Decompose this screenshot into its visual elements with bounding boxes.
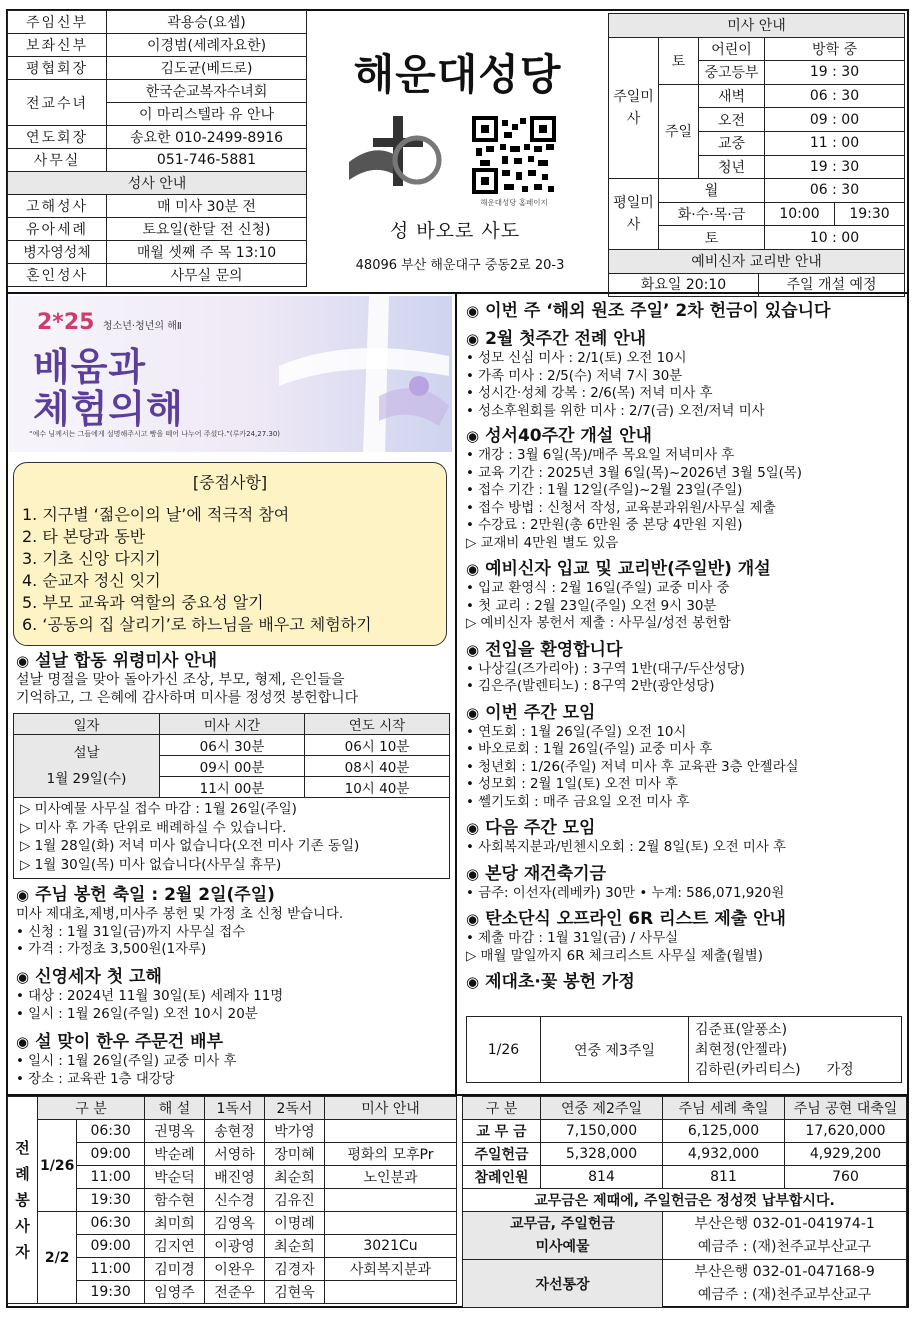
meetings-line: • 연도회 : 1월 26일(주일) 오전 10시: [466, 724, 687, 740]
weekday-mass-label: 평일미사: [609, 179, 659, 250]
label-pastor: 주임신부: [8, 11, 107, 34]
liturgy-col-mass: 미사 안내: [324, 1097, 456, 1120]
label-sisters: 전교수녀: [8, 80, 107, 126]
mass-main-time: 11 : 00: [765, 131, 905, 155]
liturgy-cell: 09:00: [77, 1235, 145, 1258]
mass-schedule-table: [608, 13, 905, 297]
mass-youth: 중고등부: [699, 61, 765, 85]
seollal-note: ▷ 미사예물 사무실 접수 마감 : 1월 26일(주일): [20, 801, 297, 817]
liturgy-cell: 3021Cu: [324, 1235, 456, 1258]
liturgy-cell: 송현정: [204, 1120, 264, 1143]
liturgy-date-1: 1/26: [38, 1120, 77, 1212]
finance-cell: 760: [785, 1166, 907, 1189]
meetings-title: 이번 주간 모임: [485, 702, 596, 723]
catechumen-section-title: 예비신자 입교 및 교리반(주일반) 개설: [485, 559, 771, 579]
target-bullet-icon: ◉: [466, 819, 480, 837]
mass-children-time: 방학 중: [765, 37, 905, 61]
account1-bank: 부산은행 032-01-041974-1: [694, 1215, 875, 1232]
account2-bank: 부산은행 032-01-047168-9: [694, 1263, 875, 1280]
target-bullet-icon: ◉: [466, 910, 480, 928]
catechumen-note: 주일 개설 예정: [786, 276, 877, 293]
mass-young-adult: 청년: [699, 155, 765, 179]
liturgy-cell: 11:00: [77, 1166, 145, 1189]
welcome-line: • 김은주(발렌티노) : 8구역 2반(광안성당): [466, 679, 715, 694]
weekday-sat-time: 10 : 00: [765, 226, 905, 250]
catechumen-line: • 입교 환영식 : 2월 16일(주일) 교중 미사 중: [466, 581, 730, 596]
finance-row-label: 교 무 금: [463, 1120, 541, 1143]
liturgy-cell: 06:30: [77, 1120, 145, 1143]
col-yeondo-start: 연도 시작: [305, 714, 450, 735]
catechumen-title: 예비신자 교리반 안내: [609, 249, 905, 273]
finance-cell: 17,620,000: [785, 1120, 907, 1143]
liturgy-cell: 전준우: [204, 1281, 264, 1304]
label-confession: 고해성사: [8, 195, 107, 218]
finance-cell: 5,328,000: [541, 1143, 663, 1166]
flower-date: 1/26: [467, 1017, 541, 1083]
first-confession-line: • 일시 : 1월 26일(주일) 오전 10시 20분: [16, 1006, 258, 1022]
meetings-line: • 청년회 : 1/26(주일) 저녁 미사 후 교육관 3층 안젤라실: [466, 759, 799, 775]
liturgy-col-reading1: 1독서: [204, 1097, 264, 1120]
value-marriage: 사무실 문의: [107, 264, 307, 287]
seollal-notes: [13, 798, 450, 879]
presentation-title: 주님 봉헌 축일 : 2월 2일(주일): [35, 885, 275, 905]
banner-line-1: 배움과: [33, 345, 147, 389]
liturgy-date-2: 2/2: [38, 1212, 77, 1304]
meetings-line: • 쎌기도회 : 매주 금요일 오전 미사 후: [466, 794, 690, 810]
liturgy-cell: 09:00: [77, 1143, 145, 1166]
weekday-time-1: 10:00: [765, 203, 835, 225]
target-bullet-icon: ◉: [466, 427, 480, 445]
banner-subtitle: 청소년·청년의 해Ⅱ: [102, 321, 182, 332]
catechumen-line: • 첫 교리 : 2월 23일(주일) 오전 9시 30분: [466, 598, 717, 614]
mass-morning: 오전: [699, 108, 765, 132]
value-pastor: 곽용승(요셉): [107, 11, 307, 34]
liturgy-col-time: 구 분: [38, 1097, 145, 1120]
year-banner: [9, 296, 452, 452]
seollal-desc-2: 기억하고, 그 은혜에 감사하며 미사를 정성껏 봉헌합니다: [16, 689, 359, 706]
finance-note: 교무금은 제때에, 주일헌금은 정성껏 납부합시다.: [463, 1189, 907, 1212]
presentation-section: [16, 884, 343, 959]
right-announcements: [466, 300, 904, 993]
liturgy-cell: 19:30: [77, 1281, 145, 1304]
qr-caption: 해운대성당 홈페이지: [480, 198, 548, 207]
meetings-line: • 성모회 : 2월 1일(토) 오전 미사 후: [466, 777, 678, 792]
mass-title: 미사 안내: [609, 14, 905, 38]
target-bullet-icon: ◉: [466, 973, 480, 991]
liturgy-cell: 11:00: [77, 1258, 145, 1281]
label-office: 사무실: [8, 149, 107, 172]
seollal-note: ▷ 미사 후 가족 단위로 배례하실 수 있습니다.: [20, 819, 287, 836]
mass-main: 교중: [699, 131, 765, 155]
account2-label: 자선통장: [463, 1260, 663, 1308]
col-date: 일자: [14, 714, 160, 735]
flower-name: 김하린(카리티스): [695, 1061, 801, 1078]
liturgy-col-commentator: 해 설: [144, 1097, 204, 1120]
liturgy-cell: 서영하: [204, 1143, 264, 1166]
bible-study-line: • 접수 방법 : 신청서 작성, 교육분과위원/사무실 제출: [466, 500, 776, 516]
next-meetings-title: 다음 주간 모임: [485, 818, 596, 838]
beef-line: • 일시 : 1월 26일(주일) 교중 미사 후: [16, 1054, 237, 1069]
seollal-section: [16, 650, 452, 707]
catechumen-line: ▷ 예비신자 봉헌서 제출 : 사무실/성전 봉헌함: [466, 616, 731, 631]
seollal-note: ▷ 1월 30일(목) 미사 없습니다(사무실 휴무): [20, 856, 282, 873]
liturgy-cell: 권명옥: [144, 1120, 204, 1143]
liturgy-cell: 배진영: [204, 1166, 264, 1189]
seollal-cell: 08시 40분: [305, 756, 450, 777]
liturgy-cell: 박가영: [264, 1120, 324, 1143]
liturgy-cell: 이완우: [204, 1258, 264, 1281]
focus-item: 3. 기초 신앙 다지기: [22, 549, 161, 568]
mass-morning-time: 09 : 00: [765, 108, 905, 132]
liturgy-cell: 최미희: [144, 1212, 204, 1235]
seollal-note: ▷ 1월 28일(화) 저녁 미사 없습니다(오전 미사 기존 동일): [20, 838, 360, 854]
seollal-table: [13, 713, 450, 798]
finance-col-label: 구 분: [463, 1097, 541, 1120]
feb-liturgy-line: • 가족 미사 : 2/5(수) 저녁 7시 30분: [466, 368, 683, 384]
bible-study-title: 성서40주간 개설 안내: [485, 426, 652, 446]
finance-cell: 4,932,000: [663, 1143, 785, 1166]
liturgy-cell: 박순덕: [144, 1166, 204, 1189]
feb-liturgy-line: • 성모 신심 미사 : 2/1(토) 오전 10시: [466, 351, 687, 366]
target-bullet-icon: ◉: [466, 640, 480, 659]
label-sick: 병자영성체: [8, 241, 107, 264]
target-bullet-icon: ◉: [466, 560, 480, 578]
meetings-line: • 바오로회 : 1월 26일(주일) 교중 미사 후: [466, 742, 713, 757]
liturgy-cell: [324, 1120, 456, 1143]
label-yeondo: 연도회장: [8, 126, 107, 149]
liturgy-cell: 신수경: [204, 1189, 264, 1212]
welcome-title: 전입을 환영합니다: [485, 639, 623, 660]
seollal-cell: 11시 00분: [160, 777, 305, 798]
flower-offering-table: [466, 1016, 902, 1083]
account2-owner: 예금주 : (재)천주교부산교구: [697, 1286, 872, 1303]
liturgy-table: [7, 1096, 457, 1304]
church-name: 해운대성당: [353, 50, 562, 99]
value-sisters-names: 이 마리스텔라 유 안나: [107, 103, 307, 126]
liturgy-cell: 최순희: [264, 1166, 324, 1189]
mass-dawn-time: 06 : 30: [765, 84, 905, 108]
finance-col-week1: 연중 제2주일: [541, 1097, 663, 1120]
collection-announcement: 이번 주 ‘해외 원조 주일’ 2차 헌금이 있습니다: [485, 301, 831, 321]
liturgy-cell: 19:30: [77, 1189, 145, 1212]
liturgy-cell: 김현욱: [264, 1281, 324, 1304]
seollal-cell: 06시 30분: [160, 735, 305, 756]
finance-cell: 811: [663, 1166, 785, 1189]
liturgy-cell: 함수현: [144, 1189, 204, 1212]
patron-saint: 성 바오로 사도: [389, 220, 521, 242]
target-bullet-icon: ◉: [16, 968, 30, 986]
feb-liturgy-title: 2월 첫주간 전례 안내: [485, 329, 647, 349]
target-bullet-icon: ◉: [16, 1033, 30, 1051]
seollal-date-2: 1월 29일(수): [46, 771, 127, 787]
finance-cell: 6,125,000: [663, 1120, 785, 1143]
bible-study-line: • 접수 기간 : 1월 12일(주일)~2월 23일(주일): [466, 483, 743, 498]
target-bullet-icon: ◉: [466, 703, 480, 722]
bible-study-line: • 교육 기간 : 2025년 3월 6일(목)~2026년 3월 5일(목): [466, 465, 803, 481]
value-office: 051-746-5881: [107, 149, 307, 172]
presentation-line: • 신청 : 1월 31일(금)까지 사무실 접수: [16, 924, 246, 940]
flower-name: 최현정(안젤라): [695, 1041, 788, 1058]
value-assistant: 이경범(세례자요한): [107, 34, 307, 57]
church-address: 48096 부산 해운대구 중동2로 20-3: [355, 258, 565, 273]
value-yeondo: 송요한 010-2499-8916: [107, 126, 307, 149]
carbon-fast-line: ▷ 매월 말일까지 6R 체크리스트 사무실 제출(월별): [466, 948, 763, 964]
carbon-fast-title: 탄소단식 오프라인 6R 리스트 제출 안내: [485, 909, 786, 929]
weekday-mon-time: 06 : 30: [765, 179, 905, 203]
seollal-cell: 06시 10분: [305, 735, 450, 756]
seollal-desc-1: 설날 명절을 맞아 돌아가신 조상, 부모, 형제, 은인들을: [16, 672, 345, 688]
seollal-cell: 09시 00분: [160, 756, 305, 777]
sunday-mass-label: 주일미사: [609, 37, 659, 179]
value-baptism: 토요일(한달 전 신청): [107, 218, 307, 241]
label-baptism: 유아세례: [8, 218, 107, 241]
mass-youth-time: 19 : 30: [765, 61, 905, 85]
first-confession-section: [16, 966, 283, 1023]
banner-quote: “예수 님께서는 그들에게 설명해주시고 빵을 떼어 나누어 주셨다.”(루카24,27.30): [29, 430, 281, 438]
building-fund-line: • 금주: 이선자(레베카) 30만 • 누계: 586,071,920원: [466, 885, 785, 901]
mass-children: 어린이: [699, 37, 765, 61]
sunday-label: 주일: [659, 84, 699, 178]
weekday-mon: 월: [659, 179, 765, 203]
church-logo-icon: [345, 112, 443, 192]
presentation-line: • 가격 : 가정초 3,500원(1자루): [16, 942, 207, 957]
seollal-title: 설날 합동 위령미사 안내: [35, 651, 218, 671]
liturgy-cell: 이광영: [204, 1235, 264, 1258]
liturgy-cell: 사회복지분과: [324, 1258, 456, 1281]
flower-suffix: 가정: [826, 1061, 854, 1078]
target-bullet-icon: ◉: [466, 330, 480, 348]
qr-code-icon: [472, 116, 556, 194]
liturgy-cell: 이명례: [264, 1212, 324, 1235]
liturgy-cell: 김유진: [264, 1189, 324, 1212]
focus-item: 2. 타 본당과 동반: [22, 527, 146, 546]
beef-section: [16, 1031, 237, 1088]
bible-study-line: ▷ 교재비 4만원 별도 있음: [466, 535, 619, 551]
focus-item: 4. 순교자 정신 잇기: [22, 571, 161, 590]
weekday-time-2: 19:30: [849, 206, 890, 223]
focus-list: [22, 504, 372, 636]
liturgy-cell: 06:30: [77, 1212, 145, 1235]
liturgy-cell: 김경자: [264, 1258, 324, 1281]
flower-offering-title: 제대초·꽃 봉헌 가정: [485, 972, 635, 992]
seollal-date-1: 설날: [73, 745, 100, 761]
liturgy-cell: 임영주: [144, 1281, 204, 1304]
account1-owner: 예금주 : (재)천주교부산교구: [697, 1238, 872, 1255]
finance-cell: 814: [541, 1166, 663, 1189]
seollal-cell: 10시 40분: [305, 777, 450, 798]
label-council: 평협회장: [8, 57, 107, 80]
beef-title: 설 맞이 한우 주문건 배부: [35, 1032, 223, 1052]
mass-young-adult-time: 19 : 30: [765, 155, 905, 179]
account1-label-1: 교무금, 주일헌금: [510, 1215, 615, 1232]
weekday-tue-fri: 화·수·목·금: [659, 202, 765, 226]
focus-item: 1. 지구별 ‘젊은이의 날’에 적극적 참여: [22, 505, 290, 524]
finance-col-week2: 주님 세례 축일: [663, 1097, 785, 1120]
banner-line-2: 체험의해: [33, 387, 184, 431]
finance-row-label: 참례인원: [463, 1166, 541, 1189]
feb-liturgy-line: • 성시간·성체 강복 : 2/6(목) 저녁 미사 후: [466, 386, 713, 401]
column-divider: [455, 294, 457, 1096]
flower-name: 김준표(알퐁소): [695, 1021, 788, 1038]
col-mass-time: 미사 시간: [160, 714, 305, 735]
target-bullet-icon: ◉: [466, 864, 480, 883]
liturgy-cell: [324, 1212, 456, 1235]
next-meetings-line: • 사회복지분과/빈첸시오회 : 2월 8일(토) 오전 미사 후: [466, 840, 786, 855]
focus-item: 6. ‘공동의 집 살리기’로 하느님을 배우고 체험하기: [22, 615, 372, 634]
finance-row-label: 주일헌금: [463, 1143, 541, 1166]
value-sick: 매월 셋째 주 목 13:10: [107, 241, 307, 264]
finance-cell: 7,150,000: [541, 1120, 663, 1143]
target-bullet-icon: ◉: [466, 302, 480, 320]
carbon-fast-line: • 제출 마감 : 1월 31일(금) / 사무실: [466, 931, 679, 946]
label-marriage: 혼인성사: [8, 264, 107, 287]
banner-year: 2*25: [37, 310, 95, 335]
liturgy-cell: 김영옥: [204, 1212, 264, 1235]
value-sisters-order: 한국순교복자수녀회: [107, 80, 307, 103]
bible-study-line: • 개강 : 3월 6일(목)/매주 목요일 저녁미사 후: [466, 448, 735, 463]
label-assistant: 보좌신부: [8, 34, 107, 57]
feb-liturgy-line: • 성소후원회를 위한 미사 : 2/7(금) 오전/저녁 미사: [466, 403, 765, 419]
liturgy-cell: 김미경: [144, 1258, 204, 1281]
flower-week: 연중 제3주일: [541, 1017, 689, 1083]
weekday-sat: 토: [659, 226, 765, 250]
saturday-label: 토: [659, 37, 699, 84]
target-bullet-icon: ◉: [16, 886, 30, 904]
liturgy-side-label: 전례봉사자: [8, 1097, 38, 1304]
presentation-line: 미사 제대초,제병,미사주 봉헌 및 가정 초 신청 받습니다.: [16, 907, 344, 922]
liturgy-cell: 최순희: [264, 1235, 324, 1258]
welcome-line: • 나상길(즈가리아) : 3구역 1반(대구/두산성당): [466, 661, 745, 677]
sacrament-title: 성사 안내: [8, 172, 307, 195]
liturgy-cell: [324, 1189, 456, 1212]
liturgy-cell: 평화의 모후Pr: [324, 1143, 456, 1166]
liturgy-cell: [324, 1281, 456, 1304]
liturgy-cell: 김지연: [144, 1235, 204, 1258]
focus-title: [중점사항]: [192, 473, 268, 492]
finance-cell: 4,929,200: [785, 1143, 907, 1166]
finance-col-week3: 주님 공현 대축일: [785, 1097, 907, 1120]
mass-dawn: 새벽: [699, 84, 765, 108]
account1-label-2: 미사예물: [535, 1238, 590, 1255]
building-fund-title: 본당 재건축기금: [485, 863, 606, 884]
value-council: 김도균(베드로): [107, 57, 307, 80]
target-bullet-icon: ◉: [16, 652, 30, 670]
liturgy-cell: 장미혜: [264, 1143, 324, 1166]
finance-table: [462, 1096, 907, 1308]
focus-item: 5. 부모 교육과 역할의 중요성 알기: [22, 593, 264, 612]
liturgy-col-reading2: 2독서: [264, 1097, 324, 1120]
catechumen-time: 화요일 20:10: [609, 274, 759, 296]
beef-line: • 장소 : 교육관 1층 대강당: [16, 1071, 175, 1087]
bible-study-line: • 수강료 : 2만원(총 6만원 중 본당 4만원 지원): [466, 518, 743, 533]
clergy-table: [7, 10, 307, 287]
liturgy-cell: 노인분과: [324, 1166, 456, 1189]
liturgy-cell: 박순례: [144, 1143, 204, 1166]
first-confession-title: 신영세자 첫 고해: [35, 967, 162, 987]
value-confession: 매 미사 30분 전: [107, 195, 307, 218]
first-confession-line: • 대상 : 2024년 11월 30일(토) 세례자 11명: [16, 989, 284, 1004]
